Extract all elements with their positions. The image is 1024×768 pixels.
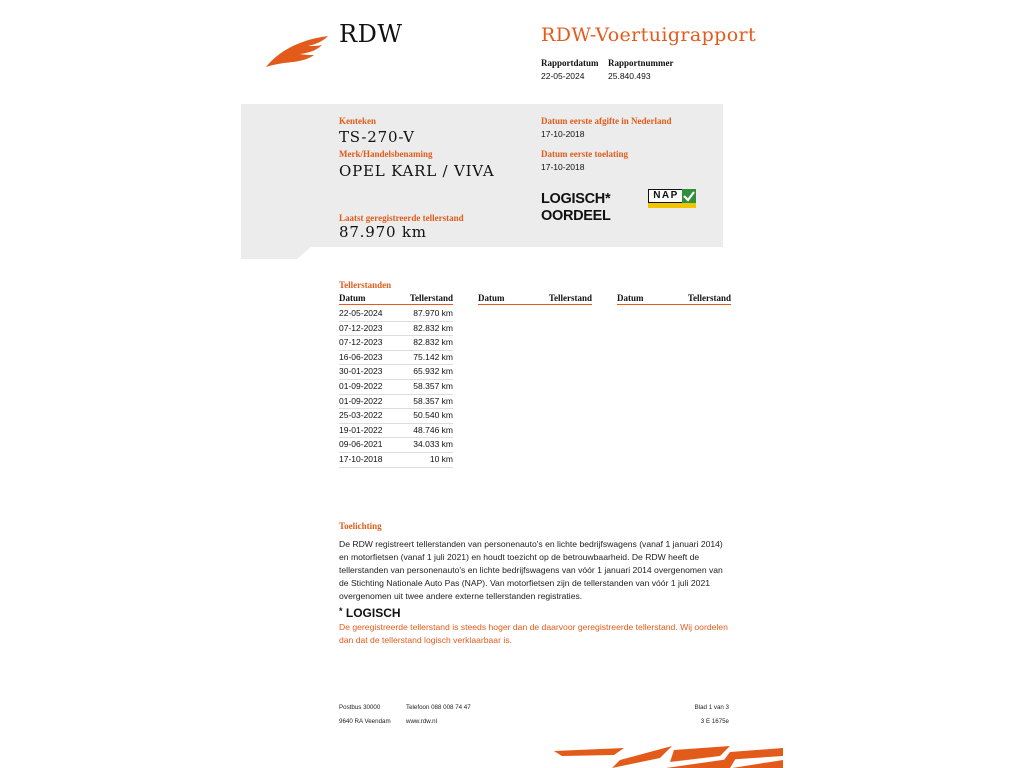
- row-date: 25-03-2022: [339, 410, 383, 421]
- table-row: [339, 423, 453, 439]
- logisch-title: LOGISCH: [345, 606, 401, 620]
- row-km: 48.746 km: [413, 424, 453, 435]
- report-date-label: Rapportdatum: [541, 58, 599, 68]
- table-header-2: [478, 293, 592, 305]
- nap-logo: [648, 189, 696, 209]
- explanation-title: Toelichting: [339, 521, 382, 531]
- table-row: [339, 364, 453, 380]
- col-reading: Tellerstand: [409, 293, 453, 303]
- row-date: 22-05-2024: [339, 308, 383, 318]
- footer-website: www.rdw.nl: [406, 718, 437, 725]
- row-date: 09-06-2021: [339, 439, 383, 450]
- row-km: 50.540 km: [413, 410, 453, 421]
- col-reading: Tellerstand: [548, 293, 592, 303]
- row-km: 34.033 km: [413, 439, 453, 450]
- table-row: [339, 335, 453, 351]
- row-km: 87.970 km: [413, 308, 453, 318]
- report-title: RDW-Voertuigrapport: [541, 24, 757, 46]
- table-row: [339, 306, 453, 322]
- first-nl-label: Datum eerste afgifte in Nederland: [541, 116, 672, 126]
- logisch-heading: [339, 606, 401, 620]
- first-nl-date: 17-10-2018: [541, 129, 585, 139]
- table-row: [339, 452, 453, 468]
- table-row: [339, 379, 453, 395]
- col-reading: Tellerstand: [687, 293, 731, 303]
- footer-code: 3 E 1675e: [700, 718, 729, 725]
- row-date: 01-09-2022: [339, 381, 383, 391]
- license-plate: TS-270-V: [339, 128, 415, 146]
- plate-label: Kenteken: [339, 116, 376, 126]
- footer-phone: Telefoon 088 008 74 47: [406, 704, 471, 711]
- make-label: Merk/Handelsbenaming: [339, 149, 433, 159]
- explanation-text: De RDW registreert tellerstanden van personenauto's en lichte bedrijfswagens (vanaf 1 januari 2014) en motorfietsen (vanaf 1 juli 2021) en houdt toezicht op de betrouwbaarheid. De RDW heeft de tellerstanden van personenauto's en lichte bedrijfswagens van vóór 1 januari 2014 overgenomen van de Stichting Nationale Auto Pas (NAP). Van motorfietsen zijn de tellerstanden van vóór 1 juli 2021 overgenomen uit twee andere externe tellerstanden registraties.: [339, 539, 723, 601]
- row-km: 75.142 km: [413, 351, 453, 362]
- rdw-logo-icon: [264, 34, 330, 68]
- vehicle-make: OPEL KARL / VIVA: [339, 162, 495, 180]
- row-km: 65.932 km: [413, 366, 453, 377]
- decorative-stripes: [554, 746, 784, 768]
- row-km: 82.832 km: [413, 337, 453, 348]
- row-date: 01-09-2022: [339, 395, 383, 406]
- table-row: [339, 437, 453, 453]
- row-date: 19-01-2022: [339, 424, 383, 435]
- row-date: 17-10-2018: [339, 454, 383, 464]
- row-km: 82.832 km: [413, 322, 453, 333]
- col-date: Datum: [617, 293, 644, 303]
- table-row: [339, 408, 453, 424]
- nap-logo-text: NAP: [648, 189, 684, 203]
- logisch-text: De geregistreerde tellerstand is steeds hoger dan de daarvoor geregistreerde tellerstand. Wij oordelen dan dat de tellerstand logisch verklaarbaar is.: [339, 622, 728, 645]
- row-date: 07-12-2023: [339, 337, 383, 348]
- table-header-1: [339, 293, 453, 305]
- footer-page: Blad 1 van 3: [694, 704, 729, 711]
- table-row: [339, 350, 453, 366]
- row-date: 07-12-2023: [339, 322, 383, 333]
- table-header-3: [617, 293, 731, 305]
- last-reading-label: Laatst geregistreerde tellerstand: [339, 213, 464, 223]
- odometer-section-title: Tellerstanden: [339, 280, 392, 290]
- row-km: 10 km: [429, 454, 453, 464]
- verdict-line-1: LOGISCH*: [541, 191, 611, 207]
- first-admission-label: Datum eerste toelating: [541, 149, 628, 159]
- verdict-line-2: OORDEEL: [541, 208, 611, 224]
- row-km: 58.357 km: [413, 381, 453, 391]
- table-row: [339, 321, 453, 337]
- last-reading-value: 87.970 km: [339, 223, 427, 241]
- row-date: 16-06-2023: [339, 351, 383, 362]
- checkmark-icon: [682, 189, 696, 203]
- footer-address-2: 9640 RA Veendam: [339, 718, 391, 725]
- report-number: 25.840.493: [608, 71, 651, 81]
- col-date: Datum: [339, 293, 366, 303]
- org-name: RDW: [339, 20, 403, 48]
- info-panel-tab: [241, 247, 311, 260]
- logisch-star: *: [339, 606, 343, 616]
- row-km: 58.357 km: [413, 395, 453, 406]
- table-row: [339, 394, 453, 410]
- report-date: 22-05-2024: [541, 71, 585, 81]
- footer-address-1: Postbus 30000: [339, 704, 381, 711]
- verdict: [541, 191, 611, 225]
- first-admission-date: 17-10-2018: [541, 162, 585, 172]
- report-number-label: Rapportnummer: [608, 58, 674, 68]
- col-date: Datum: [478, 293, 505, 303]
- row-date: 30-01-2023: [339, 366, 383, 377]
